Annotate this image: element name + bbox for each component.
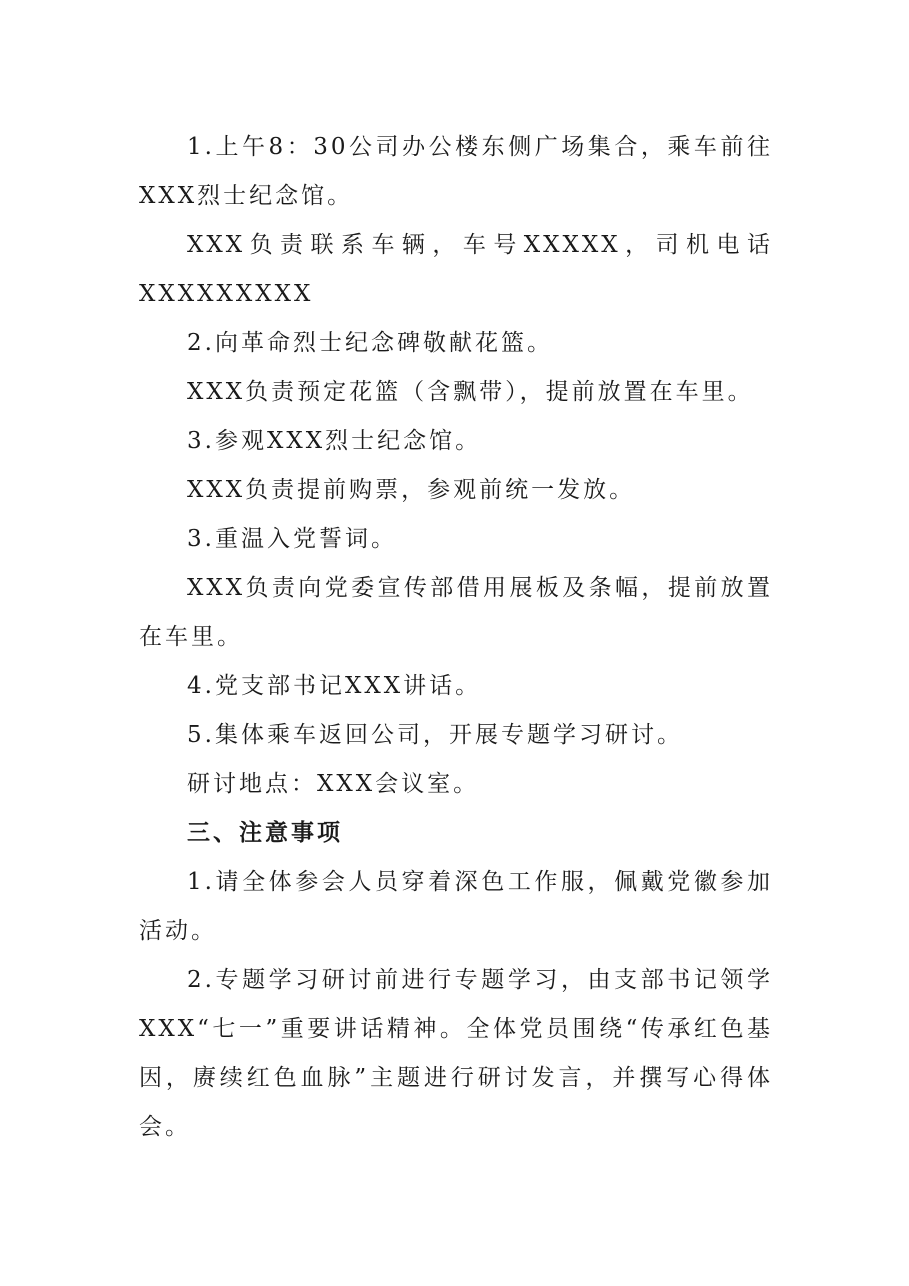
section-heading: 三、注意事项 [187, 820, 343, 846]
note-item-1: 1.请全体参会人员穿着深色工作服，佩戴党徽参加活动。 [139, 869, 773, 944]
itinerary-item-6: 5.集体乘车返回公司，开展专题学习研讨。 [187, 722, 683, 748]
itinerary-note-1: XXX负责联系车辆，车号XXXXX，司机电话XXXXXXXXX [139, 232, 773, 307]
itinerary-item-3: 3.参观XXX烈士纪念馆。 [187, 428, 482, 454]
document-body [139, 123, 773, 1152]
itinerary-note-3: XXX负责提前购票，参观前统一发放。 [187, 477, 636, 503]
note-item-2: 2.专题学习研讨前进行专题学习，由支部书记领学XXX“七一”重要讲话精神。全体党员围绕“传承红色基因，赓续红色血脉”主题进行研讨发言，并撰写心得体会。 [139, 967, 773, 1140]
itinerary-item-2: 2.向革命烈士纪念碑敬献花篮。 [187, 330, 553, 356]
itinerary-item-5: 4.党支部书记XXX讲话。 [187, 673, 482, 699]
itinerary-item-4: 3.重温入党誓词。 [187, 526, 397, 552]
itinerary-item-1: 1.上午8：30公司办公楼东侧广场集合，乘车前往XXX烈士纪念馆。 [139, 134, 773, 209]
itinerary-note-4: XXX负责向党委宣传部借用展板及条幅，提前放置在车里。 [139, 575, 773, 650]
itinerary-note-2: XXX负责预定花篮（含飘带），提前放置在车里。 [187, 379, 754, 405]
itinerary-location: 研讨地点：XXX会议室。 [187, 771, 480, 797]
